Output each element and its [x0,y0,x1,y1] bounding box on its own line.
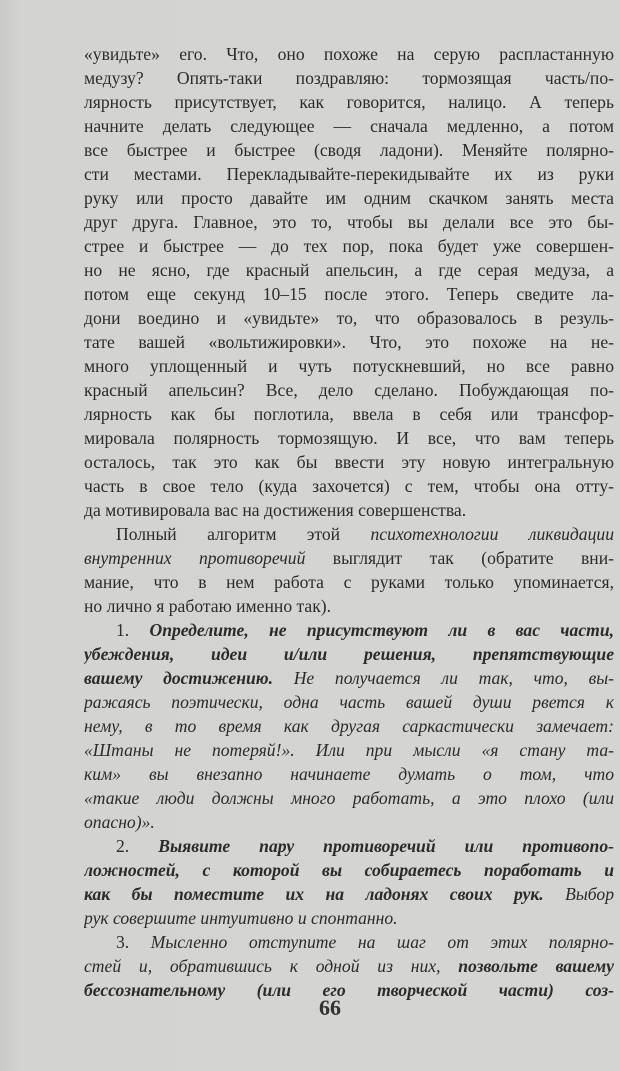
text-run: Полный алгоритм этой [116,524,371,544]
text-line: сти местами. Перекладывайте-перекидывайте их из руки [84,164,614,184]
step-1-line: «такие люди должны много работать, а это плохо (или [84,788,614,808]
step-1-line: «Штаны не потеряй!». Или при мысли «я стану та- [84,740,614,760]
text-line: руку или просто давайте им одним скачком занять места [84,188,614,208]
step-number: 1. [116,620,150,640]
text-line: дони воедино и «увидьте» то, что образовалось в резуль- [84,308,614,328]
text-run: выглядит так (обратите вни- [305,548,614,568]
text-line: осталось, так это как бы ввести эту новую интегральную [84,452,614,472]
step-1-line: ражаясь поэтически, одна часть вашей души рвется к [84,692,614,712]
text-line: да мотивировала вас на достижения совершенства. [84,500,467,520]
text-line: стрее и быстрее — до тех пор, пока будет уже совершен- [84,236,614,256]
text-line: начните делать следующее — сначала медленно, а потом [84,116,614,136]
step-3-line: бессознательному (или его творческой части) соз- [84,980,614,1000]
step-2-line [84,882,614,906]
step-1-line: опасно)». [84,812,155,832]
step-number: 3. [116,932,151,952]
text-line: «увидьте» его. Что, оно похоже на серую распластанную [84,44,614,64]
step-1-line [84,666,614,690]
text-line: мировала полярность тормозящую. И все, что вам теперь [84,428,614,448]
text-run-italic: стей и, обратившись к одной из них, [84,956,459,976]
text-line: лярность как бы поглотила, ввела в себя или трансфор- [84,404,614,424]
text-line: много уплощенный и чуть потускневший, но все равно [84,356,614,376]
step-number: 2. [116,836,159,856]
step-3-line [84,930,614,954]
text-run-italic: психотехнологии ликвидации [370,524,614,544]
page-body-text [84,42,614,1002]
text-run-italic: Не получается ли так, что, вы- [273,668,614,688]
text-line: тате вашей «вольтижировки». Что, это похоже на не- [84,332,614,352]
step-1-line: нему, в то время как другая саркастически замечает: [84,716,614,736]
step-1-line: убеждения, идеи и/или решения, препятствующие [84,644,614,664]
text-line: все быстрее и быстрее (сводя ладони). Меняйте полярно- [84,140,614,160]
step-3-line [84,954,614,978]
text-line: но не ясно, где красный апельсин, а где серая медуза, а [84,260,614,280]
step-2-line: ложностей, с которой вы собираетесь поработать и [84,860,614,880]
step-2-line: рук совершите интуитивно и спонтанно. [84,908,398,928]
text-run-italic: Мысленно отступите на шаг от этих полярно- [150,932,614,952]
paragraph-algorithm-line [84,522,614,546]
text-run-bold-italic: вашему достижению. [84,668,274,688]
page-number: 66 [319,995,341,1020]
text-line: красный апельсин? Все, дело сделано. Побуждающая по- [84,380,614,400]
text-run-bold-italic: позвольте вашему [458,956,614,976]
step-2-line [84,834,614,858]
text-line: друг друга. Главное, это то, чтобы вы делали все это бы- [84,212,614,232]
paragraph-algorithm-line [84,546,614,570]
text-run-bold-italic: Определите, не присутствуют ли в вас части, [149,620,614,640]
text-line: медузу? Опять-таки поздравляю: тормозящая часть/по- [84,68,614,88]
step-1-line [84,618,614,642]
text-run-italic: Выбор [543,884,614,904]
text-line: лярность присутствует, как говорится, налицо. А теперь [84,92,614,112]
text-run-bold-italic: Выявите пару противоречий или противопо- [158,836,614,856]
step-1-line: ким» вы внезапно начинаете думать о том, что [84,764,614,784]
paragraph-algorithm-line: мание, что в нем работа с руками только упоминается, [84,572,614,592]
text-run-italic: внутренних противоречий [84,548,306,568]
text-line: потом еще секунд 10–15 после этого. Теперь сведите ла- [84,284,614,304]
text-line: часть в свое тело (куда захочется) с тем, чтобы она отту- [84,476,614,496]
text-run-bold-italic: как бы поместите их на ладонях своих рук. [84,884,544,904]
paragraph-algorithm-line: но лично я работаю именно так). [84,596,332,616]
